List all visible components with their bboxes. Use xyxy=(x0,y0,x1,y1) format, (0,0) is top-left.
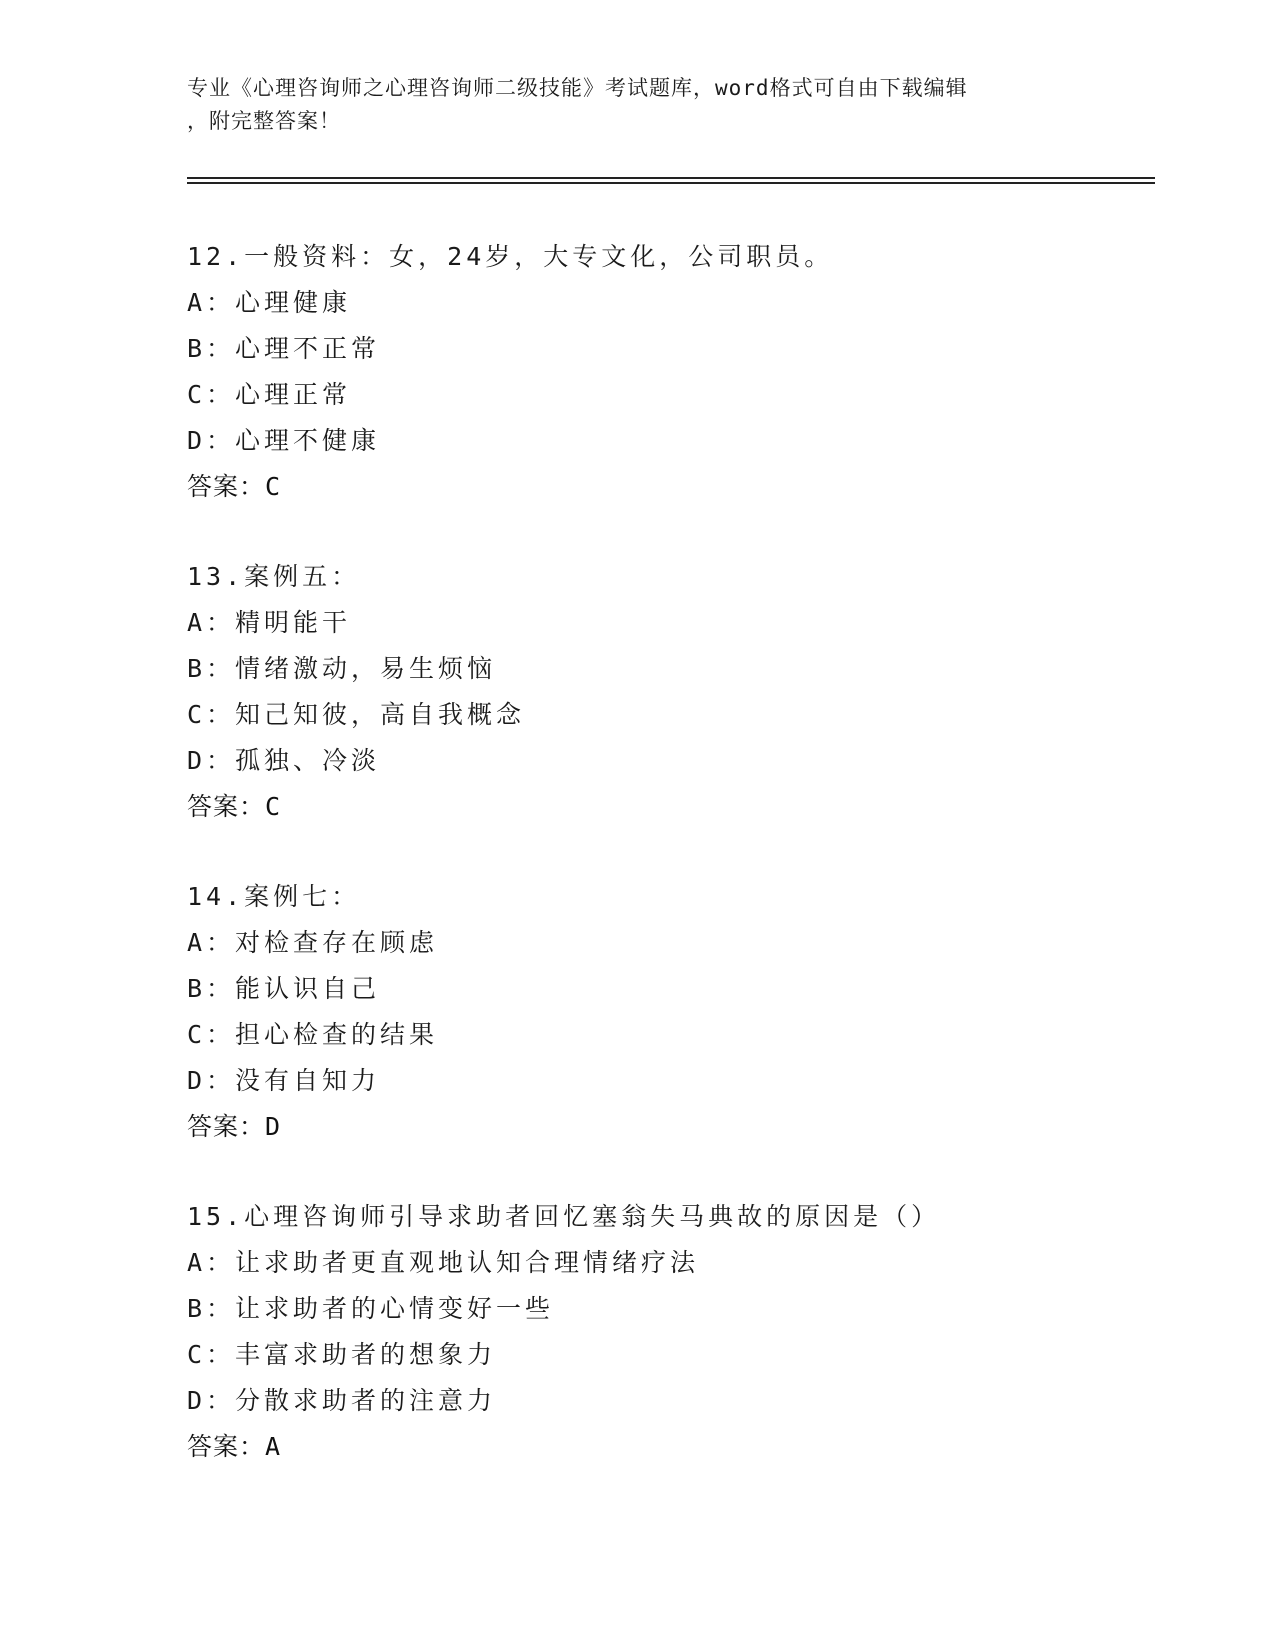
question-15 xyxy=(187,1194,1147,1470)
header-divider-top xyxy=(187,177,1155,179)
option-a: A：对检查存在顾虑 xyxy=(187,928,439,957)
answer-label: 答案： xyxy=(187,792,266,821)
option-d: D：没有自知力 xyxy=(187,1066,381,1095)
document-header xyxy=(187,72,1067,138)
option-c: C：丰富求助者的想象力 xyxy=(187,1340,497,1369)
question-stem: 14.案例七： xyxy=(187,882,361,911)
answer-label: 答案： xyxy=(187,1432,266,1461)
question-stem: 12.一般资料：女，24岁，大专文化，公司职员。 xyxy=(187,242,834,271)
header-line-2: ，附完整答案！ xyxy=(187,109,341,133)
question-13 xyxy=(187,554,1147,830)
option-b: B：能认识自己 xyxy=(187,974,381,1003)
question-stem: 15.心理咨询师引导求助者回忆塞翁失马典故的原因是（） xyxy=(187,1202,941,1231)
answer-value: C xyxy=(265,472,281,501)
option-b: B：情绪激动，易生烦恼 xyxy=(187,654,497,683)
option-d: D：分散求助者的注意力 xyxy=(187,1386,497,1415)
header-line-1: 专业《心理咨询师之心理咨询师二级技能》考试题库，word格式可自由下载编辑 xyxy=(187,76,968,100)
option-a: A：让求助者更直观地认知合理情绪疗法 xyxy=(187,1248,700,1277)
answer-value: D xyxy=(265,1112,281,1141)
option-c: C：心理正常 xyxy=(187,380,352,409)
answer-line xyxy=(187,1424,1147,1470)
answer-value: A xyxy=(265,1432,281,1461)
answer-label: 答案： xyxy=(187,472,266,501)
option-a: A：心理健康 xyxy=(187,288,352,317)
option-d: D：孤独、冷淡 xyxy=(187,746,381,775)
option-b: B：心理不正常 xyxy=(187,334,381,363)
answer-line xyxy=(187,784,1147,830)
answer-value: C xyxy=(265,792,281,821)
answer-line xyxy=(187,1104,1147,1150)
option-c: C：知己知彼，高自我概念 xyxy=(187,700,526,729)
option-a: A：精明能干 xyxy=(187,608,352,637)
question-12 xyxy=(187,234,1147,510)
question-stem: 13.案例五： xyxy=(187,562,361,591)
answer-label: 答案： xyxy=(187,1112,266,1141)
option-d: D：心理不健康 xyxy=(187,426,381,455)
option-b: B：让求助者的心情变好一些 xyxy=(187,1294,555,1323)
header-divider-bottom xyxy=(187,182,1155,184)
answer-line xyxy=(187,464,1147,510)
option-c: C：担心检查的结果 xyxy=(187,1020,439,1049)
question-14 xyxy=(187,874,1147,1150)
